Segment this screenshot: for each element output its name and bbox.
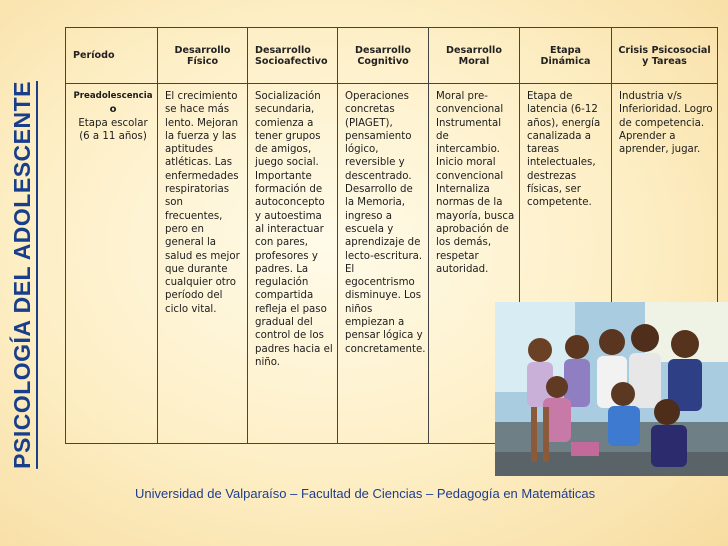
- header-moral: Desarrollo Moral: [429, 28, 520, 84]
- cell-crisis: Industria v/s Inferioridad. Logro de competencia. Aprender a aprender, jugar.: [612, 84, 718, 444]
- cell-periodo: [66, 84, 158, 444]
- period-alt: Etapa escolar (6 a 11 años): [78, 117, 148, 142]
- period-or: o: [109, 104, 117, 116]
- header-cognitivo: Desarrollo Cognitivo: [338, 28, 429, 84]
- period-name: Preadolescencia: [73, 91, 153, 101]
- cell-socioafectivo: Socialización secundaria, comienza a tener grupos de amigos, juego social. Importante formación de autoconcepto y autoestima al interactuar con pares, profesores y padres. La regulación compartida refleja el paso gradual del control de los padres hacia el niño.: [248, 84, 338, 444]
- header-crisis: Crisis Psicosocial y Tareas: [612, 28, 718, 84]
- header-periodo: Período: [66, 28, 158, 84]
- header-socioafectivo: Desarrollo Socioafectivo: [248, 28, 338, 84]
- cell-moral: Moral pre-convencional Instrumental de intercambio. Inicio moral convencional Internaliza normas de la mayoría, busca aprobación de los demás, respetar autoridad.: [429, 84, 520, 444]
- cell-cognitivo: Operaciones concretas (PIAGET), pensamiento lógico, reversible y descentrado. Desarrollo de la Memoria, ingreso a escuela y aprendizaje de lecto-escritura. El egocentrismo disminuye. Los niños empiezan a pensar lógica y concretamente.: [338, 84, 429, 444]
- header-fisico: Desarrollo Físico: [158, 28, 248, 84]
- cell-fisico: El crecimiento se hace más lento. Mejoran la fuerza y las aptitudes atléticas. Las enfermedades respiratorias son frecuentes, pero en general la salud es mejor que durante cualquier otro período del ciclo vital.: [158, 84, 248, 444]
- header-dinamica: Etapa Dinámica: [520, 28, 612, 84]
- children-photo: [495, 302, 728, 476]
- side-title-text: PSICOLOGÍA DEL ADOLESCENTE: [8, 81, 35, 469]
- footer-credit: Universidad de Valparaíso – Facultad de Ciencias – Pedagogía en Matemáticas: [135, 486, 596, 501]
- header-row: [66, 28, 718, 84]
- cell-dinamica: Etapa de latencia (6-12 años), energía canalizada a tareas intelectuales, destrezas físicas, ser competente.: [520, 84, 612, 444]
- children-photo-illustration: [495, 302, 728, 476]
- side-title: [4, 30, 40, 520]
